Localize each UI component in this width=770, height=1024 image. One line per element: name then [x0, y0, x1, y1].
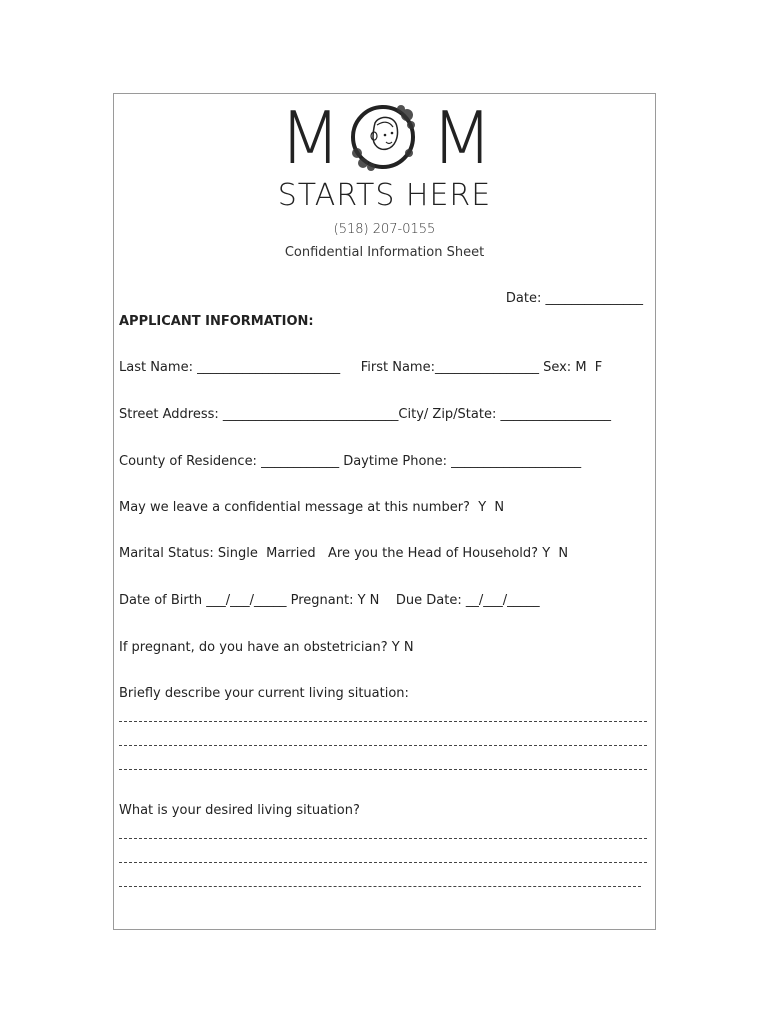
phone-number: (518) 207-0155 [333, 222, 436, 237]
marital-status-line[interactable]: Marital Status: Single Married Are you the Head of Household? Y N [119, 546, 569, 561]
county-phone-line[interactable]: County of Residence: ____________ Daytime Phone: ____________________ [119, 454, 582, 469]
address-line[interactable]: Street Address: ___________________________City/ Zip/State: _________________ [119, 407, 611, 422]
logo-tagline: STARTS HERE [277, 178, 492, 213]
obstetrician-question[interactable]: If pregnant, do you have an obstetrician? Y N [119, 640, 414, 655]
information-sheet [113, 93, 656, 930]
date-field[interactable]: Date: _______________ [505, 291, 643, 306]
desired-situation-answer-line[interactable] [119, 886, 641, 887]
current-living-situation-label: Briefly describe your current living situation: [119, 686, 409, 701]
logo-letter-m-left: M [279, 96, 342, 180]
birth-pregnancy-line[interactable]: Date of Birth ___/___/_____ Pregnant: Y N Due Date: __/___/_____ [119, 593, 540, 608]
mom-starts-here-logo [279, 96, 493, 180]
desired-situation-answer-line[interactable] [119, 862, 647, 863]
confidential-message-question[interactable]: May we leave a confidential message at this number? Y N [119, 500, 505, 515]
current-situation-answer-line[interactable] [119, 769, 647, 770]
current-situation-answer-line[interactable] [119, 745, 647, 746]
current-situation-answer-line[interactable] [119, 721, 647, 722]
sheet-title: Confidential Information Sheet [284, 245, 485, 260]
section-heading-applicant-info: APPLICANT INFORMATION: [119, 314, 314, 329]
name-sex-line[interactable]: Last Name: ______________________ First Name:________________ Sex: M F [119, 360, 603, 375]
logo-letter-m-right: M [430, 96, 493, 180]
desired-living-situation-label: What is your desired living situation? [119, 803, 360, 818]
logo-baby-face-icon [349, 103, 417, 171]
desired-situation-answer-line[interactable] [119, 838, 647, 839]
